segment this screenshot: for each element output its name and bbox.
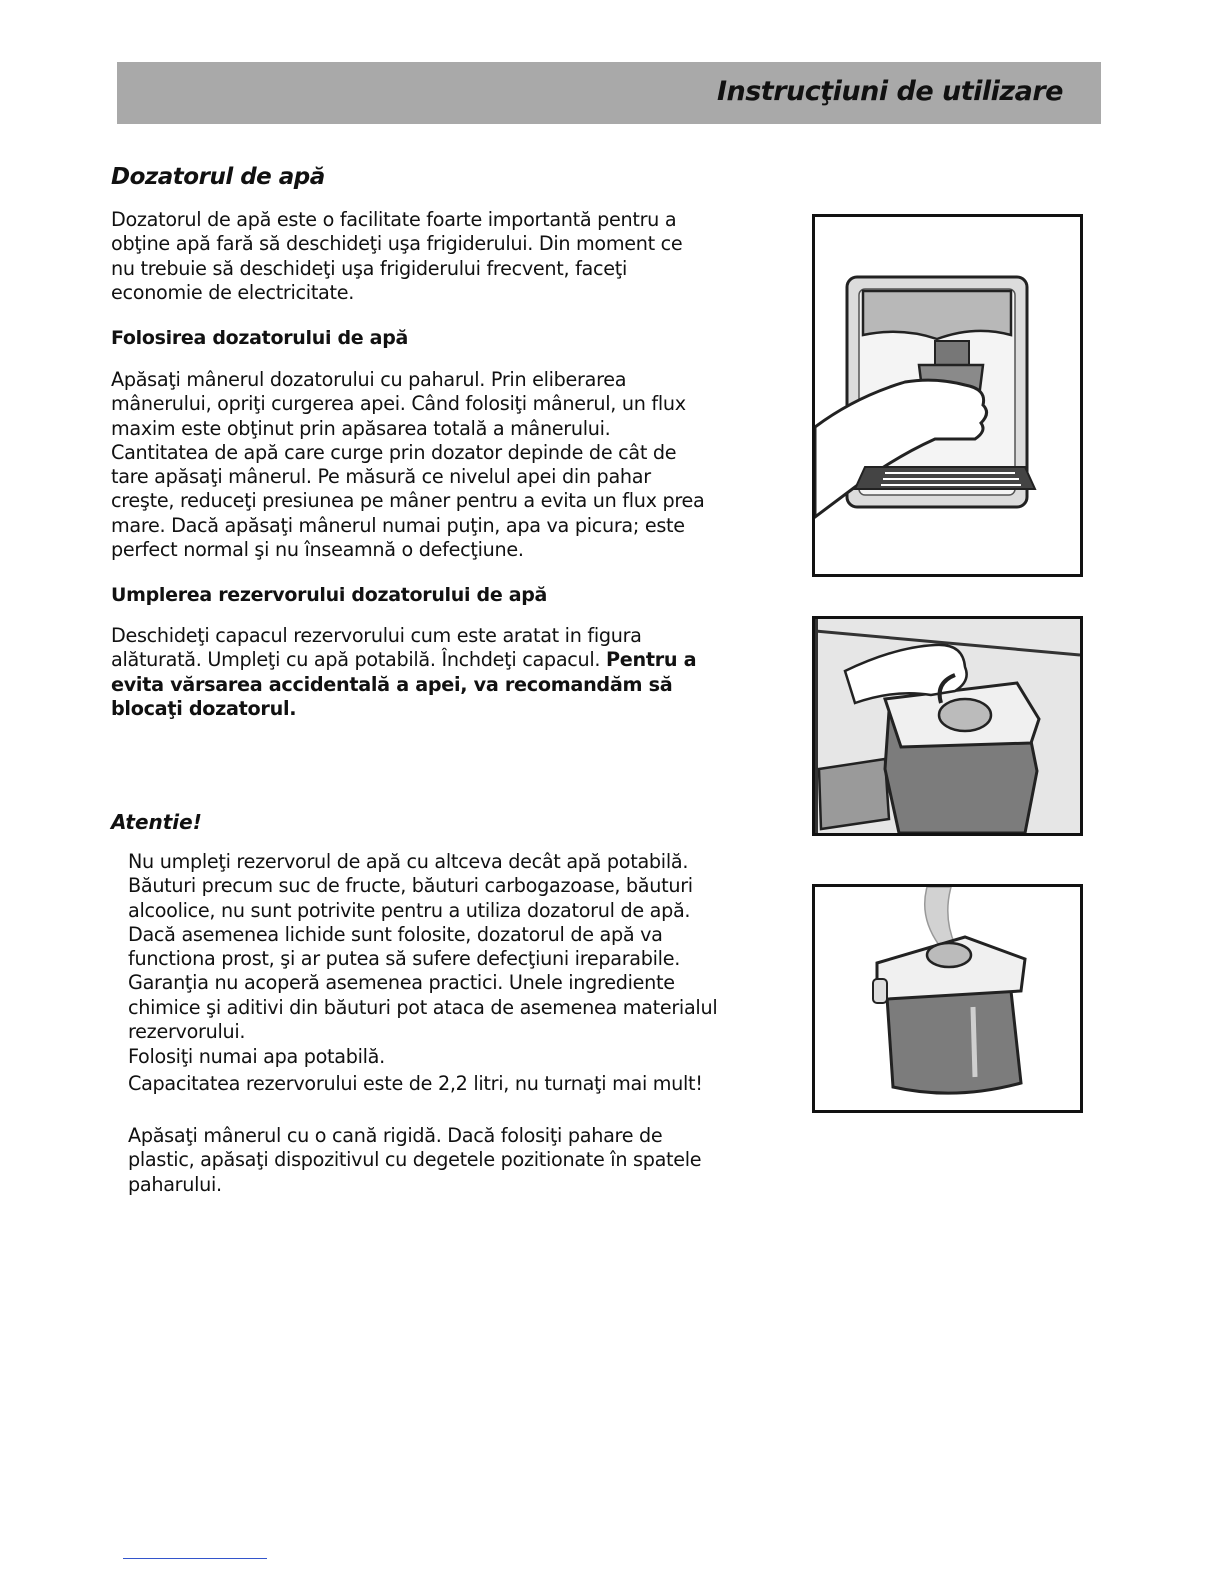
header-bar xyxy=(117,62,1101,124)
water-dispenser-illustration xyxy=(812,214,1083,577)
tank-lid-opening-icon xyxy=(815,619,1080,833)
attention-item: Nu umpleţi rezervorul de apă cu altceva decât apă potabilă. Băuturi precum suc de fructe, băuturi carbogazoase, băuturi alcoolice, nu sunt potrivite pentru a utiliza dozatorul de apă. Dacă asemenea lichide sunt folosite, dozatorul de apă va functiona prost, şi ar putea să sufere defecţiuni ireparabile. Garanţia nu acoperă asemenea practici. Unele ingrediente chimice şi aditivi din băuturi pot ataca de asemenea materialul rezervorului. xyxy=(128,850,718,1044)
attention-item: Apăsaţi mânerul cu o cană rigidă. Dacă folosiţi pahare de plastic, apăsaţi dispozitivul cu degetele pozitionate în spatele paharului. xyxy=(128,1124,702,1196)
tank-filling-icon xyxy=(815,887,1080,1110)
filling-tank-paragraph xyxy=(111,624,711,721)
footer-line xyxy=(123,1558,267,1559)
intro-paragraph: Dozatorul de apă este o facilitate foarte importantă pentru a obţine apă fară să deschideţi uşa frigiderului. Din moment ce nu trebuie să deschideţi uşa frigiderului frecvent, faceţi economie de electricitate. xyxy=(111,208,683,304)
water-dispenser-icon xyxy=(815,217,1080,574)
section-title: Dozatorul de apă xyxy=(111,164,325,190)
attention-item: Capacitatea rezervorului este de 2,2 litri, nu turnaţi mai mult! xyxy=(128,1072,703,1095)
tank-lid-opening-illustration xyxy=(812,616,1083,836)
attention-item: Folosiţi numai apa potabilă. xyxy=(128,1045,385,1068)
page-header-title: Instrucţiuni de utilizare xyxy=(716,76,1063,107)
subheading-filling-tank: Umplerea rezervorului dozatorului de apă xyxy=(111,584,548,606)
filling-tank-warning: Pentru a evita vărsarea accidentală a apei, va recomandăm să blocaţi dozatorul. xyxy=(111,648,697,720)
subheading-using-dispenser: Folosirea dozatorului de apă xyxy=(111,327,409,349)
filling-tank-text: Deschideţi capacul rezervorului cum este aratat in figura alăturată. Umpleţi cu apă potabilă. Închdeţi capacul. xyxy=(111,624,642,672)
using-dispenser-paragraph: Apăsaţi mânerul dozatorului cu paharul. Prin eliberarea mânerului, opriţi curgerea apei. Când folosiţi mânerul, un flux maxim este obţinut prin apăsarea totală a mânerului. Cantitatea de apă care curge prin dozator depinde de cât de tare apăsaţi mânerul. Pe măsură ce nivelul apei din pahar creşte, reduceţi presiunea pe mâner pentru a evita un flux prea mare. Dacă apăsaţi mânerul numai puţin, apa va picura; este perfect normal şi nu înseamnă o defecţiune. xyxy=(111,368,705,562)
tank-filling-illustration xyxy=(812,884,1083,1113)
attention-title: Atentie! xyxy=(111,810,202,834)
